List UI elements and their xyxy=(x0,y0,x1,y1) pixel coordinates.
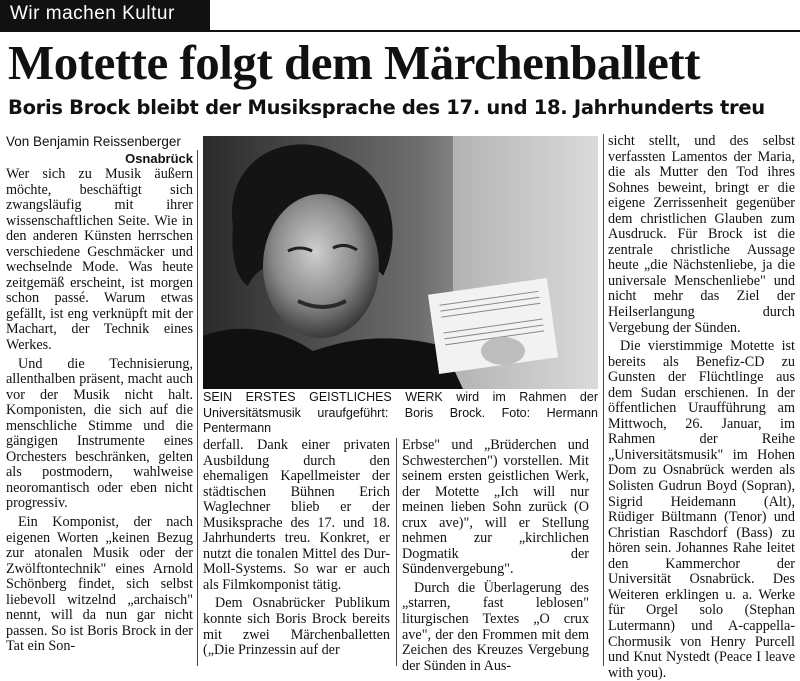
article-column-4 xyxy=(608,134,795,681)
headline: Motette folgt dem Märchenballett xyxy=(8,35,700,90)
column-rule xyxy=(603,134,604,666)
paragraph: Ein Komponist, der nach eigenen Worten „keinen Bezug zur atonalen Musik oder der Zwölftontechnik" eines Arnold Schönberg findet, sich selbst liebevoll witzelnd „archaisch" nennt, will da nun gar nicht passen. So ist Boris Brock in der Tat ein Son- xyxy=(6,514,193,655)
paragraph: Die vierstimmige Motette ist bereits als Benefiz-CD zu Gunsten der Flüchtlinge aus dem Sudan erschienen. In der öffentlichen Uraufführung am Mittwoch, 26. Januar, im Rahmen der Reihe „Universitätsmusik" im Hohen Dom zu Osnabrück werden als Solisten Gudrun Boyd (Sopran), Sigrid Heidemann (Alt), Rüdiger Bültmann (Tenor) und Christian Raschdorf (Bass) zu hören sein. Johannes Rahe leitet den Kammerchor der Universität Osnabrück. Des Weiteren erklingen u. a. Werke für Orgel solo (Stephan Lutermann) und A-cappella-Chormusik von Henry Purcell und Knut Nystedt (Peace I leave with you). xyxy=(608,338,795,681)
paragraph: Durch die Überlagerung des „starren, fast leblosen" liturgischen Textes „O crux ave", der den Frommen mit dem Zeichen des Kreuzes Vergebung der Sünden in Aus- xyxy=(402,579,589,674)
byline: Von Benjamin Reissenberger xyxy=(6,134,181,149)
paragraph: Erbse" und „Brüderchen und Schwesterchen") vorstellen. Mit seinem ersten geistlichen Werk, der Motette „Ich will nur meinen lieben Sohn zurück (O crux ave)", will er Stellung nehmen zur „kirchlichen Dogmatik der Sündenvergebung". xyxy=(402,437,589,578)
article-column-1 xyxy=(6,150,193,655)
paragraph: Und die Technisierung, allenthalben präsent, macht auch vor der Musik nicht halt. Komponisten, die sich auf die menschliche Stimme und die gängigen Instrumente eines Orchesters beschränken, gelten als postmodern, wahlweise neoromantisch oder eben nicht progressiv. xyxy=(6,355,193,512)
caption-text: wird im Rahmen der Universitätsmusik uraufgeführt: Boris Brock. Foto: Hermann Pentermann xyxy=(203,390,598,435)
article-column-2 xyxy=(203,438,390,659)
caption-lead: SEIN ERSTES GEISTLICHES WERK xyxy=(203,390,443,404)
rubric-rule xyxy=(0,30,800,32)
photo-caption xyxy=(203,390,598,437)
subheadline: Boris Brock bleibt der Musiksprache des 17. und 18. Jahrhunderts treu xyxy=(8,96,765,119)
paragraph: Wer sich zu Musik äußern möchte, beschäftigt sich zwangsläufig mit ihrer wissenschaftlichen Seite. Wie in den anderen Künsten herrschen verschiedene Geschmäcker und wechselnde Mode. Was heute zeitgemäß erscheint, ist morgen schon passé. Warum etwas gefällt, ist eng verknüpft mit der Machart, der Technik eines Werkes. xyxy=(6,166,193,354)
column-rule xyxy=(396,438,397,666)
paragraph: derfall. Dank einer privaten Ausbildung durch den ehemaligen Kapellmeister der städtischen Bühnen Erich Waglechner blieb er der Musiksprache des 17. und 18. Jahrhunderts treu. Konkret, er nutzt die tonalen Mittel des Dur-Moll-Systems. So war er auch als Filmkomponist tätig. xyxy=(203,437,390,593)
column-rule xyxy=(197,150,198,666)
paragraph: Dem Osnabrücker Publikum konnte sich Boris Brock bereits mit zwei Märchenballetten („Die Prinzessin auf der xyxy=(203,595,390,659)
paragraph: sicht stellt, und des selbst verfassten Lamentos der Maria, die als Mutter den Tod ihres Sohnes beweint, bringt er die eigene Zerrissenheit gegenüber dem christlichen Glauben zum Ausdruck. Für Brock ist die zentrale christliche Aussage heute „die Nächstenliebe, ja die universale Menschenliebe" und nicht mehr das Ziel der Heilserlangung durch Vergebung der Sünden. xyxy=(608,133,795,336)
portrait-photo-image xyxy=(203,136,598,389)
rubric-label: Wir machen Kultur xyxy=(10,3,175,24)
article-photo xyxy=(203,136,598,389)
article-column-3 xyxy=(402,438,589,674)
section-rubric xyxy=(0,0,210,31)
dateline: Osnabrück xyxy=(125,151,193,166)
